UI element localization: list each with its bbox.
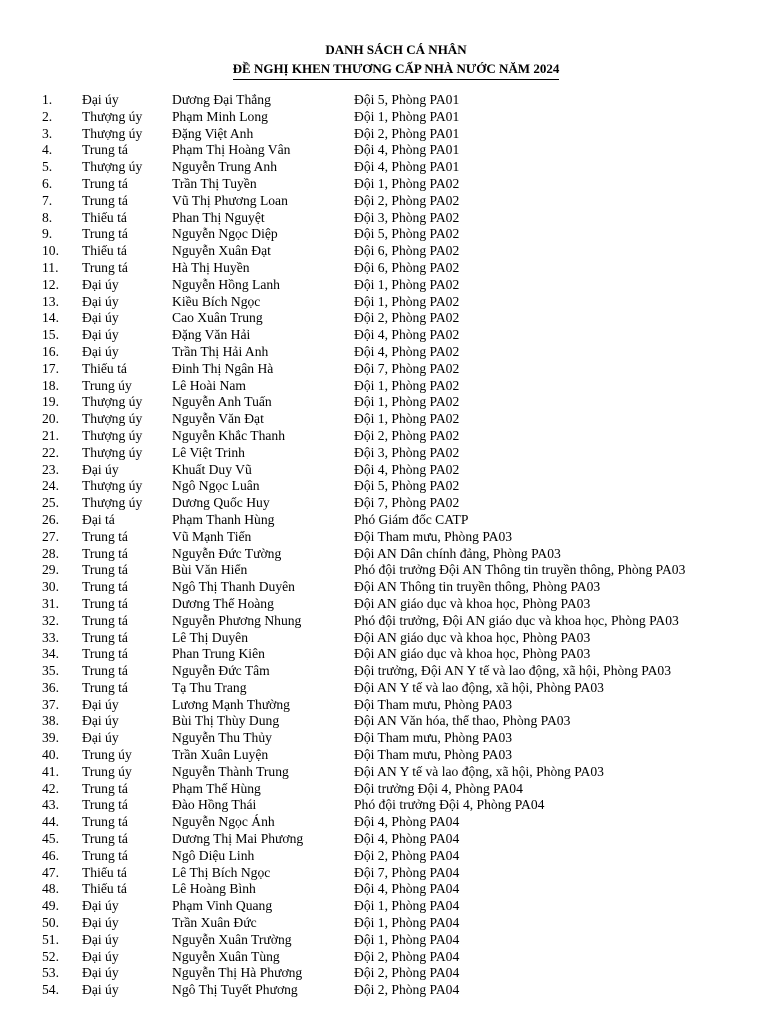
item-unit: Đội Tham mưu, Phòng PA03 — [354, 730, 513, 746]
item-number: 11. — [42, 259, 59, 275]
item-rank: Thượng úy — [82, 108, 143, 124]
list-item — [0, 411, 768, 428]
item-rank: Trung tá — [82, 192, 128, 208]
list-item — [0, 915, 768, 932]
item-rank: Đại úy — [82, 898, 119, 914]
item-unit: Đội 1, Phòng PA04 — [354, 898, 460, 914]
item-unit: Đội 1, Phòng PA02 — [354, 276, 460, 292]
item-rank: Đại úy — [82, 948, 119, 964]
item-rank: Thượng úy — [82, 444, 143, 460]
item-number: 20. — [42, 411, 59, 427]
item-name: Cao Xuân Trung — [172, 310, 263, 326]
item-rank: Trung tá — [82, 847, 128, 863]
item-number: 22. — [42, 444, 59, 460]
item-unit: Đội 4, Phòng PA01 — [354, 142, 460, 158]
item-unit: Đội 2, Phòng PA02 — [354, 310, 460, 326]
list-item — [0, 277, 768, 294]
item-rank: Đại úy — [82, 343, 119, 359]
item-number: 24. — [42, 478, 59, 494]
item-number: 31. — [42, 595, 59, 611]
list-item — [0, 797, 768, 814]
item-name: Nguyễn Thị Hà Phương — [172, 965, 303, 981]
list-item — [0, 159, 768, 176]
list-item — [0, 294, 768, 311]
list-item — [0, 898, 768, 915]
item-number: 37. — [42, 696, 59, 712]
item-name: Phạm Thị Hoàng Vân — [172, 142, 291, 158]
item-number: 39. — [42, 730, 59, 746]
item-number: 19. — [42, 394, 59, 410]
item-rank: Thượng úy — [82, 427, 143, 443]
item-number: 42. — [42, 780, 59, 796]
item-name: Nguyễn Đức Tâm — [172, 663, 270, 679]
item-rank: Thiếu tá — [82, 864, 127, 880]
item-number: 50. — [42, 915, 59, 931]
item-unit: Đội 3, Phòng PA02 — [354, 209, 460, 225]
item-name: Đinh Thị Ngân Hà — [172, 360, 274, 376]
item-rank: Đại úy — [82, 696, 119, 712]
item-number: 17. — [42, 360, 59, 376]
item-number: 8. — [42, 209, 53, 225]
item-number: 15. — [42, 327, 59, 343]
item-unit: Đội Tham mưu, Phòng PA03 — [354, 528, 513, 544]
item-unit: Đội 5, Phòng PA02 — [354, 226, 460, 242]
list-item — [0, 344, 768, 361]
item-unit: Đội AN Y tế và lao động, xã hội, Phòng PA03 — [354, 763, 604, 779]
item-rank: Trung tá — [82, 629, 128, 645]
item-unit: Đội AN Thông tin truyền thông, Phòng PA03 — [354, 579, 601, 595]
list-item — [0, 529, 768, 546]
item-rank: Thượng úy — [82, 159, 143, 175]
item-rank: Trung úy — [82, 377, 132, 393]
item-rank: Đại úy — [82, 965, 119, 981]
list-item — [0, 210, 768, 227]
item-unit: Đội AN Y tế và lao động, xã hội, Phòng PA03 — [354, 679, 604, 695]
item-name: Dương Thị Mai Phương — [172, 831, 304, 847]
item-rank: Đại úy — [82, 92, 119, 107]
item-rank: Trung tá — [82, 646, 128, 662]
item-number: 9. — [42, 226, 53, 242]
item-number: 12. — [42, 276, 59, 292]
item-rank: Đại úy — [82, 327, 119, 343]
list-item — [0, 646, 768, 663]
item-name: Hà Thị Huyền — [172, 259, 250, 275]
item-unit: Đội 2, Phòng PA04 — [354, 948, 460, 964]
item-rank: Thiếu tá — [82, 360, 127, 376]
item-number: 7. — [42, 192, 53, 208]
item-rank: Trung tá — [82, 797, 128, 813]
item-unit: Đội 7, Phòng PA02 — [354, 360, 460, 376]
item-name: Phạm Minh Long — [172, 108, 268, 124]
item-rank: Thượng úy — [82, 478, 143, 494]
item-name: Dương Đại Thắng — [172, 92, 271, 107]
item-rank: Trung tá — [82, 562, 128, 578]
list-item — [0, 814, 768, 831]
item-number: 27. — [42, 528, 59, 544]
item-number: 21. — [42, 427, 59, 443]
item-number: 2. — [42, 108, 53, 124]
item-rank: Đại úy — [82, 310, 119, 326]
item-name: Đào Hồng Thái — [172, 797, 257, 813]
item-rank: Đại úy — [82, 730, 119, 746]
list-item — [0, 630, 768, 647]
item-unit: Đội AN Dân chính đảng, Phòng PA03 — [354, 545, 561, 561]
item-number: 35. — [42, 663, 59, 679]
item-name: Bùi Văn Hiển — [172, 562, 248, 578]
item-number: 41. — [42, 763, 59, 779]
item-rank: Đại úy — [82, 931, 119, 947]
item-rank: Thiếu tá — [82, 243, 127, 259]
item-rank: Trung tá — [82, 528, 128, 544]
item-rank: Trung tá — [82, 663, 128, 679]
item-unit: Đội 2, Phòng PA04 — [354, 982, 460, 998]
item-name: Nguyễn Xuân Đạt — [172, 243, 271, 259]
item-unit: Phó Giám đốc CATP — [354, 511, 469, 527]
item-number: 53. — [42, 965, 59, 981]
item-unit: Đội 1, Phòng PA02 — [354, 411, 460, 427]
item-number: 23. — [42, 461, 59, 477]
item-name: Vũ Mạnh Tiến — [172, 528, 252, 544]
item-name: Ngô Thị Thanh Duyên — [172, 579, 295, 595]
item-unit: Đội 2, Phòng PA04 — [354, 965, 460, 981]
list-item — [0, 361, 768, 378]
list-item — [0, 932, 768, 949]
item-rank: Trung úy — [82, 763, 132, 779]
item-name: Nguyễn Ngọc Diệp — [172, 226, 278, 242]
item-rank: Trung tá — [82, 612, 128, 628]
item-name: Nguyễn Xuân Trường — [172, 931, 292, 947]
item-name: Ngô Ngọc Luân — [172, 478, 260, 494]
item-name: Phạm Thế Hùng — [172, 780, 261, 796]
list-item — [0, 495, 768, 512]
item-unit: Đội 2, Phòng PA02 — [354, 427, 460, 443]
item-unit: Đội 4, Phòng PA04 — [354, 831, 460, 847]
list-item — [0, 226, 768, 243]
item-rank: Thiếu tá — [82, 881, 127, 897]
item-number: 34. — [42, 646, 59, 662]
list-item — [0, 92, 768, 109]
item-rank: Đại úy — [82, 293, 119, 309]
item-unit: Đội 5, Phòng PA01 — [354, 92, 460, 107]
item-name: Nguyễn Ngọc Ánh — [172, 814, 275, 830]
item-number: 32. — [42, 612, 59, 628]
list-item — [0, 764, 768, 781]
item-name: Lê Hoàng Bình — [172, 881, 256, 897]
list-item — [0, 243, 768, 260]
list-item — [0, 831, 768, 848]
item-unit: Phó đội trưởng, Đội AN giáo dục và khoa học, Phòng PA03 — [354, 612, 679, 628]
item-rank: Trung tá — [82, 226, 128, 242]
item-number: 18. — [42, 377, 59, 393]
list-item — [0, 613, 768, 630]
item-rank: Trung tá — [82, 679, 128, 695]
item-unit: Đội 5, Phòng PA02 — [354, 478, 460, 494]
item-name: Lê Việt Trinh — [172, 444, 245, 460]
item-name: Nguyễn Anh Tuấn — [172, 394, 272, 410]
item-name: Nguyễn Hồng Lanh — [172, 276, 280, 292]
item-unit: Đội AN giáo dục và khoa học, Phòng PA03 — [354, 646, 591, 662]
item-name: Lê Thị Duyên — [172, 629, 249, 645]
item-unit: Đội 1, Phòng PA02 — [354, 175, 460, 191]
item-rank: Đại tá — [82, 511, 115, 527]
list-item — [0, 327, 768, 344]
list-item — [0, 713, 768, 730]
item-rank: Trung tá — [82, 175, 128, 191]
item-rank: Đại úy — [82, 276, 119, 292]
item-number: 45. — [42, 831, 59, 847]
item-name: Nguyễn Khắc Thanh — [172, 427, 285, 443]
document-title-line2: ĐỀ NGHỊ KHEN THƯƠNG CẤP NHÀ NƯỚC NĂM 2024 — [233, 59, 560, 80]
item-name: Phan Trung Kiên — [172, 646, 265, 662]
item-number: 13. — [42, 293, 59, 309]
item-unit: Đội AN Văn hóa, thể thao, Phòng PA03 — [354, 713, 571, 729]
item-unit: Đội 1, Phòng PA02 — [354, 377, 460, 393]
list-item — [0, 176, 768, 193]
item-unit: Đội 2, Phòng PA04 — [354, 847, 460, 863]
item-name: Phạm Vinh Quang — [172, 898, 273, 914]
item-name: Ngô Diệu Linh — [172, 847, 255, 863]
item-name: Trần Thị Tuyền — [172, 175, 257, 191]
list-item — [0, 546, 768, 563]
item-name: Lê Thị Bích Ngọc — [172, 864, 271, 880]
list-item — [0, 260, 768, 277]
item-rank: Trung tá — [82, 595, 128, 611]
item-rank: Thượng úy — [82, 394, 143, 410]
personnel-list — [0, 92, 768, 999]
item-name: Đặng Việt Anh — [172, 125, 254, 141]
list-item — [0, 512, 768, 529]
item-unit: Đội Tham mưu, Phòng PA03 — [354, 747, 513, 763]
item-rank: Trung tá — [82, 142, 128, 158]
item-number: 43. — [42, 797, 59, 813]
item-rank: Đại úy — [82, 982, 119, 998]
item-number: 49. — [42, 898, 59, 914]
item-unit: Đội 1, Phòng PA04 — [354, 931, 460, 947]
item-name: Tạ Thu Trang — [172, 679, 247, 695]
item-unit: Đội 4, Phòng PA01 — [354, 159, 460, 175]
item-number: 14. — [42, 310, 59, 326]
list-item — [0, 747, 768, 764]
item-name: Nguyễn Phương Nhung — [172, 612, 302, 628]
item-number: 51. — [42, 931, 59, 947]
item-rank: Thượng úy — [82, 411, 143, 427]
list-item — [0, 680, 768, 697]
item-rank: Trung úy — [82, 747, 132, 763]
item-unit: Đội 2, Phòng PA02 — [354, 192, 460, 208]
list-item — [0, 310, 768, 327]
item-unit: Đội 7, Phòng PA02 — [354, 495, 460, 511]
list-item — [0, 781, 768, 798]
item-unit: Đội 6, Phòng PA02 — [354, 259, 460, 275]
list-item — [0, 193, 768, 210]
item-unit: Đội AN giáo dục và khoa học, Phòng PA03 — [354, 595, 591, 611]
item-name: Nguyễn Xuân Tùng — [172, 948, 280, 964]
item-number: 40. — [42, 747, 59, 763]
list-item — [0, 579, 768, 596]
list-item — [0, 881, 768, 898]
item-rank: Đại úy — [82, 461, 119, 477]
item-number: 36. — [42, 679, 59, 695]
item-unit: Đội trưởng, Đội AN Y tế và lao động, xã hội, Phòng PA03 — [354, 663, 672, 679]
item-number: 6. — [42, 175, 53, 191]
item-rank: Trung tá — [82, 545, 128, 561]
list-item — [0, 428, 768, 445]
list-item — [0, 109, 768, 126]
item-number: 16. — [42, 343, 59, 359]
item-number: 29. — [42, 562, 59, 578]
item-unit: Đội 7, Phòng PA04 — [354, 864, 460, 880]
item-number: 4. — [42, 142, 53, 158]
item-name: Nguyễn Trung Anh — [172, 159, 277, 175]
item-number: 38. — [42, 713, 59, 729]
document-header — [0, 40, 768, 80]
item-rank: Trung tá — [82, 780, 128, 796]
list-item — [0, 730, 768, 747]
list-item — [0, 478, 768, 495]
item-name: Nguyễn Thành Trung — [172, 763, 289, 779]
item-unit: Đội 4, Phòng PA04 — [354, 814, 460, 830]
item-number: 25. — [42, 495, 59, 511]
item-unit: Đội 1, Phòng PA02 — [354, 293, 460, 309]
item-number: 54. — [42, 982, 59, 998]
list-item — [0, 982, 768, 999]
list-item — [0, 848, 768, 865]
item-name: Nguyễn Văn Đạt — [172, 411, 264, 427]
item-name: Khuất Duy Vũ — [172, 461, 252, 477]
list-item — [0, 445, 768, 462]
item-unit: Đội 1, Phòng PA01 — [354, 108, 460, 124]
item-number: 47. — [42, 864, 59, 880]
item-unit: Đội 2, Phòng PA01 — [354, 125, 460, 141]
item-rank: Thượng úy — [82, 495, 143, 511]
item-rank: Đại úy — [82, 915, 119, 931]
item-name: Đặng Văn Hải — [172, 327, 251, 343]
list-item — [0, 663, 768, 680]
item-number: 5. — [42, 159, 53, 175]
item-unit: Đội trưởng Đội 4, Phòng PA04 — [354, 780, 523, 796]
item-name: Trần Xuân Đức — [172, 915, 257, 931]
document-title-line1: DANH SÁCH CÁ NHÂN — [325, 42, 467, 57]
item-rank: Trung tá — [82, 579, 128, 595]
item-number: 46. — [42, 847, 59, 863]
item-name: Nguyễn Đức Tường — [172, 545, 282, 561]
item-rank: Trung tá — [82, 259, 128, 275]
item-name: Ngô Thị Tuyết Phương — [172, 982, 298, 998]
list-item — [0, 949, 768, 966]
item-number: 26. — [42, 511, 59, 527]
item-number: 28. — [42, 545, 59, 561]
item-unit: Đội AN giáo dục và khoa học, Phòng PA03 — [354, 629, 591, 645]
item-name: Bùi Thị Thùy Dung — [172, 713, 280, 729]
list-item — [0, 394, 768, 411]
item-unit: Đội 1, Phòng PA02 — [354, 394, 460, 410]
item-number: 44. — [42, 814, 59, 830]
item-unit: Đội 6, Phòng PA02 — [354, 243, 460, 259]
item-name: Phạm Thanh Hùng — [172, 511, 275, 527]
item-number: 33. — [42, 629, 59, 645]
list-item — [0, 865, 768, 882]
item-name: Dương Thế Hoàng — [172, 595, 274, 611]
item-unit: Đội 4, Phòng PA02 — [354, 327, 460, 343]
item-name: Kiều Bích Ngọc — [172, 293, 261, 309]
item-number: 3. — [42, 125, 53, 141]
list-item — [0, 562, 768, 579]
item-rank: Đại úy — [82, 713, 119, 729]
list-item — [0, 965, 768, 982]
list-item — [0, 378, 768, 395]
item-rank: Trung tá — [82, 831, 128, 847]
item-unit: Đội Tham mưu, Phòng PA03 — [354, 696, 513, 712]
list-item — [0, 462, 768, 479]
item-unit: Đội 4, Phòng PA02 — [354, 461, 460, 477]
item-name: Trần Xuân Luyện — [172, 747, 269, 763]
item-unit: Đội 1, Phòng PA04 — [354, 915, 460, 931]
item-rank: Thượng úy — [82, 125, 143, 141]
list-item — [0, 126, 768, 143]
item-name: Trần Thị Hải Anh — [172, 343, 269, 359]
item-unit: Đội 4, Phòng PA04 — [354, 881, 460, 897]
item-number: 48. — [42, 881, 59, 897]
item-name: Vũ Thị Phương Loan — [172, 192, 288, 208]
list-item — [0, 596, 768, 613]
item-number: 1. — [42, 92, 53, 107]
item-name: Phan Thị Nguyệt — [172, 209, 265, 225]
item-rank: Thiếu tá — [82, 209, 127, 225]
item-name: Dương Quốc Huy — [172, 495, 270, 511]
item-name: Lê Hoài Nam — [172, 377, 246, 393]
item-rank: Trung tá — [82, 814, 128, 830]
item-unit: Phó đội trưởng Đội AN Thông tin truyền thông, Phòng PA03 — [354, 562, 686, 578]
item-unit: Phó đội trưởng Đội 4, Phòng PA04 — [354, 797, 545, 813]
item-name: Nguyễn Thu Thủy — [172, 730, 272, 746]
list-item — [0, 697, 768, 714]
item-number: 30. — [42, 579, 59, 595]
list-item — [0, 142, 768, 159]
item-number: 52. — [42, 948, 59, 964]
item-name: Lương Mạnh Thường — [172, 696, 290, 712]
item-number: 10. — [42, 243, 59, 259]
item-unit: Đội 4, Phòng PA02 — [354, 343, 460, 359]
item-unit: Đội 3, Phòng PA02 — [354, 444, 460, 460]
